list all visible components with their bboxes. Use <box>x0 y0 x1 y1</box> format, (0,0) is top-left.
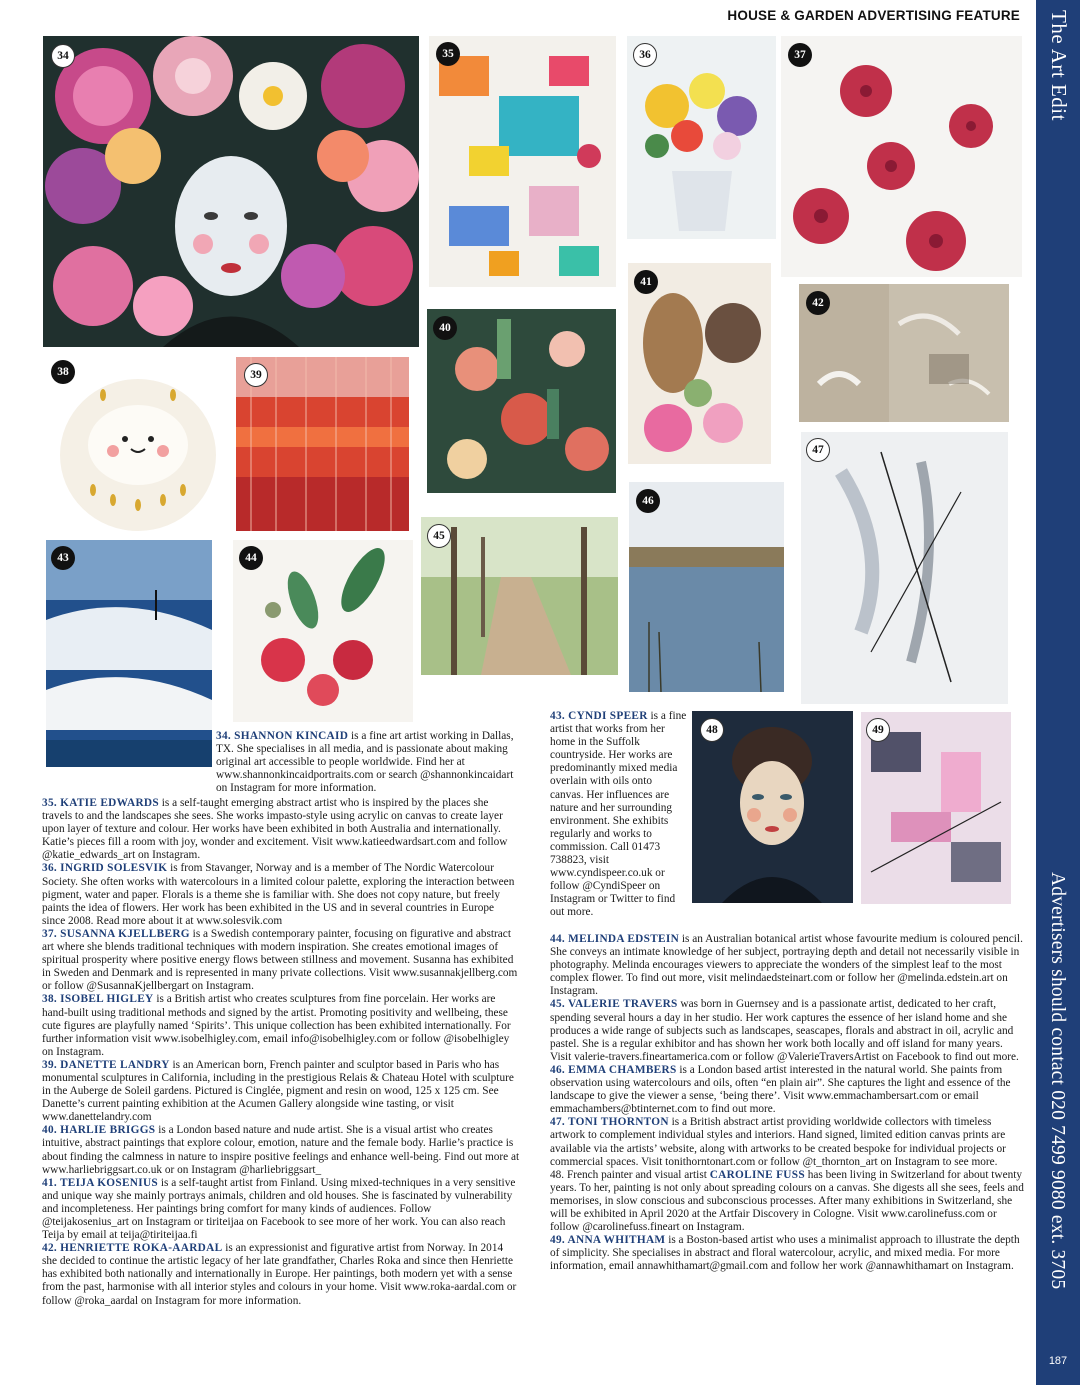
monochrome-abstract-illustration <box>801 432 1008 704</box>
artist-name: 36. INGRID SOLESVIK <box>42 862 168 875</box>
artwork-46-river-landscape <box>629 482 784 692</box>
birds-abstract-illustration <box>799 284 1009 422</box>
badge-46: 46 <box>636 489 660 513</box>
entry-40-harlie-briggs <box>42 1124 520 1176</box>
artist-bio: is a fine artist that works from her home in the Suffolk countryside. Her works are predominantly mixed media overlain with oils onto canvas. Her influences are nature and her surrounding environment. She exhibits regularly and works to commission. Call 01473 738823, visit www.cyndispeer.co.uk or follow @CyndiSpeer on Instagram or Twitter to find out more. <box>550 710 687 919</box>
badge-39: 39 <box>244 363 268 387</box>
advertiser-contact: Advertisers should contact 020 7499 9080 ext. 3705 <box>1047 872 1068 1290</box>
artist-name: 45. VALERIE TRAVERS <box>550 998 678 1011</box>
artwork-40-abstract-nature <box>427 309 616 493</box>
artwork-37-red-flowers <box>781 36 1022 277</box>
artist-name: 47. TONI THORNTON <box>550 1116 669 1129</box>
artwork-49-pink-abstract <box>861 712 1011 904</box>
badge-38: 38 <box>51 360 75 384</box>
artwork-36-watercolour-bouquet <box>627 36 776 239</box>
artwork-34-floral-portrait <box>43 36 419 347</box>
eucalyptus-illustration <box>233 540 413 722</box>
pink-abstract-illustration <box>861 712 1011 904</box>
badge-34: 34 <box>51 44 75 68</box>
entry-38-isobel-higley <box>42 993 520 1058</box>
entry-46-emma-chambers <box>550 1064 1025 1116</box>
artist-bio: is a British abstract artist providing worldwide collectors with timeless artwork to complement individual styles and interiors. Hand signed, limited edition canvas prints are available via the artists’ website, along with artworks to be created bespoke for individual projects or commercial spaces. Visit tonithorntonart.com or follow @t_thornton_art on Instagram to see more. <box>550 1116 1006 1168</box>
entry-43-cyndi-speer <box>550 710 688 920</box>
artist-bio: is a London based nature and nude artist. She is a visual artist who creates intuitive, abstract paintings that explore colour, emotion, nature and the female body. Harlie’s practice is about finding the calmness in nature to inspire positive feelings and enhance well-being. Find out more at www.harliebriggsart.co.uk or on Instagram @harliebriggsart_ <box>42 1124 520 1176</box>
entry-37-susanna-kjellberg <box>42 928 520 993</box>
artist-bio: is a self-taught emerging abstract artist who is inspired by the places she travels to and the landscapes she sees. She works impasto-style using acrylic on canvas to create layer upon layer of texture and colour. Her works have been exhibited in both Australia and internationally. Katie’s pieces fill a room with joy, wonder and excitement. Visit www.katieedwardsart.com and follow @katie_edwards_art on Instagram. <box>42 797 508 862</box>
entry-35-katie-edwards <box>42 797 520 862</box>
artist-name: 49. ANNA WHITHAM <box>550 1234 666 1247</box>
artist-bio: is an expressionist and figurative artist from Norway. In 2014 she decided to continue the artistic legacy of her late grandfather, Charles Roka and since then Henriette has exhibited both nationally and internationally in Europe. Her paintings, both modern yet with a sense from the past, harmonise with all interior styles and colours in your home. Visit www.roka-aardal.com or follow @roka_aardal on Instagram for more information. <box>42 1242 517 1307</box>
artist-name: 41. TEIJA KOSENIUS <box>42 1176 159 1189</box>
artist-bio: is a British artist who creates sculptures from fine porcelain. Her works are hand-built using traditional methods and signed by the artist. Promoting positivity and wellbeing, these cute figures are playfully named ‘Spirits’. This unique collection has been exhibited internationally. For further information visit www.isobelhigley.com, email info@isobelhigley.com or follow @isobelhigley on Instagram. <box>42 993 511 1058</box>
badge-43: 43 <box>51 546 75 570</box>
artist-name: 46. EMMA CHAMBERS <box>550 1063 677 1076</box>
artist-name: 43. CYNDI SPEER <box>550 710 648 722</box>
artwork-47-monochrome-abstract <box>801 432 1008 704</box>
badge-36: 36 <box>633 43 657 67</box>
section-sidebar <box>1036 0 1080 1385</box>
badge-44: 44 <box>239 546 263 570</box>
woodland-path-illustration <box>421 517 618 675</box>
floral-portrait-illustration <box>43 36 419 347</box>
entry-49-anna-whitham <box>550 1234 1025 1273</box>
nature-abstract-illustration <box>427 309 616 493</box>
right-column-entries <box>550 933 1025 1273</box>
entry-41-teija-kosenius <box>42 1177 520 1242</box>
artist-name: 39. DANETTE LANDRY <box>42 1058 170 1071</box>
artist-name: 37. SUSANNA KJELLBERG <box>42 927 190 940</box>
artwork-44-botanical <box>233 540 413 722</box>
artist-bio: is a fine art artist working in Dallas, TX. She specialises in all media, and is passionate about making original art accessible to people worldwide. Find her at www.shannonkincaidportraits.com or search @shannonkincaidart on Instagram for more information. <box>216 730 514 795</box>
badge-47: 47 <box>806 438 830 462</box>
badge-49: 49 <box>866 718 890 742</box>
artist-name: 44. MELINDA EDSTEIN <box>550 933 680 945</box>
badge-48: 48 <box>700 718 724 742</box>
artist-bio: is from Stavanger, Norway and is a member of The Nordic Watercolour Society. She often works with watercolours in a limited colour palette, exploring the interaction between pigment, water and paper. Florals is a theme she is familiar with. She does not copy nature, but freely paints the idea of flowers. Her work has been exhibited in the US and in several countries in Europe since 2008. Read more about it at www.solesvik.com <box>42 862 515 927</box>
artist-name: 38. ISOBEL HIGLEY <box>42 993 154 1006</box>
left-column-entries <box>42 797 520 1308</box>
porcelain-spirit-illustration <box>43 355 225 535</box>
badge-37: 37 <box>788 43 812 67</box>
bouquet-illustration <box>627 36 776 239</box>
entry-48-caroline-fuss <box>550 1169 1025 1234</box>
entry-36-ingrid-solesvik <box>42 862 520 927</box>
entry-34-shannon-kincaid <box>42 730 520 795</box>
badge-41: 41 <box>634 270 658 294</box>
badge-40: 40 <box>433 316 457 340</box>
entry-45-valerie-travers <box>550 998 1025 1063</box>
badge-42: 42 <box>806 291 830 315</box>
badge-45: 45 <box>427 524 451 548</box>
artist-bio: has been living in Switzerland for about twenty years. To her, painting is not only about spreading colours on a canvas. She digests all she sees, feels and memorises, in slow conscious and subconscious processes. After many exhibitions in Switzerland, she will be exhibited in April 2020 at the Artfair Discovery in Cologne. Visit www.carolinefuss.com or follow @carolinefuss.fineart on Instagram. <box>550 1168 1024 1234</box>
abstract-painting-illustration <box>429 36 616 287</box>
entry-44-melinda-edstein <box>550 933 1025 998</box>
artist-bio: is a self-taught artist from Finland. Using mixed-techniques in a very sensitive and unique way she mainly portrays animals, children and old houses. She is fascinated by vulnerability and incompleteness. Her paintings bring comfort for many kinds of audiences. Follow @teijakosenius_art on Instagram or tiriteijaa on Facebook to see more of her work. You can also reach Teija by email at teija@tiriteijaa.fi <box>42 1176 516 1242</box>
entry-42-henriette-roka-aardal <box>42 1242 520 1307</box>
page-number: 187 <box>1048 1355 1068 1367</box>
entry-47-toni-thornton <box>550 1116 1025 1168</box>
red-flowers-illustration <box>781 36 1022 277</box>
artist-name: 35. KATIE EDWARDS <box>42 797 159 809</box>
badge-35: 35 <box>436 42 460 66</box>
artist-bio: is an Australian botanical artist whose favourite medium is coloured pencil. She conveys an intimate knowledge of her subject, portraying depth and detail not necessarily visible in photography. Melinda encourages viewers to appreciate the wonders of the simplest leaf to the most complex flower. To find out more, visit melindaedsteinart.com or follow her @melinda.edstein.art on Instagram. <box>550 933 1023 998</box>
artist-name: 42. HENRIETTE ROKA-AARDAL <box>42 1242 223 1255</box>
river-landscape-illustration <box>629 482 784 692</box>
artist-name: 40. HARLIE BRIGGS <box>42 1124 156 1137</box>
artist-name: CAROLINE FUSS <box>709 1168 805 1181</box>
artist-bio: is a Swedish contemporary painter, focusing on figurative and abstract art where she blends traditional techniques with modern inspiration. She creates emotional images of spiritual prosperity where positive energy flows between stillness and movement. Susanna has exhibited in Sweden and Denmark and is represented in many private collections. Visit www.susannakjellberg.com or follow @SusannaKjellbergart on Instagram. <box>42 927 518 993</box>
artist-bio: was born in Guernsey and is a passionate artist, dedicated to her craft, spending several hours a day in her studio. Her work captures the essence of her island home and she produces a wide range of subjects such as landscapes, seascapes, florals and abstract in oil, acrylic and pastel. She is a regular exhibitor and has shown her work both locally and off island for many years. Visit valerie-travers.fineartamerica.com or follow @ValerieTraversArtist on Facebook to find out more. <box>550 998 1019 1063</box>
artwork-35-abstract <box>429 36 616 287</box>
entry-39-danette-landry <box>42 1059 520 1124</box>
artist-bio: is an American born, French painter and sculptor based in Paris who has monumental sculptures in California, including in the prestigious Relais & Chateau Hotel with sculpture in the Auberge de Soleil gardens. Pictured is Cinglée, pigment and resin on wood, 125 x 125 cm. See Danette’s current painting exhibition at the Acumen Gallery alongside wine tasting, or visit www.danettelandry.com <box>42 1058 514 1124</box>
artist-bio: is a London based artist interested in the natural world. She paints from observation using watercolours and oils, often “en plain air”. She captures the light and essence of the landscape to give the viewer a sense, ‘being there’. Visit www.emmachambersart.com or email emmachambers@btinternet.com to find out more. <box>550 1063 1011 1116</box>
advertising-feature-header: HOUSE & GARDEN ADVERTISING FEATURE <box>727 8 1020 23</box>
artwork-45-woodland-path <box>421 517 618 675</box>
artist-bio: is a Boston-based artist who uses a minimalist approach to illustrate the depth of simplicity. She specialises in abstract and floral watercolour, acrylic, and mixed media. For more information, email annawhithamart@gmail.com and follow her work @annawhithamart on Instagram. <box>550 1234 1020 1273</box>
section-title: The Art Edit <box>1047 10 1071 121</box>
artwork-42-abstract-birds <box>799 284 1009 422</box>
artwork-38-porcelain-sculpture <box>43 355 225 535</box>
entry-number: 48. French painter and visual artist <box>550 1168 710 1181</box>
artist-name: 34. SHANNON KINCAID <box>216 730 349 742</box>
